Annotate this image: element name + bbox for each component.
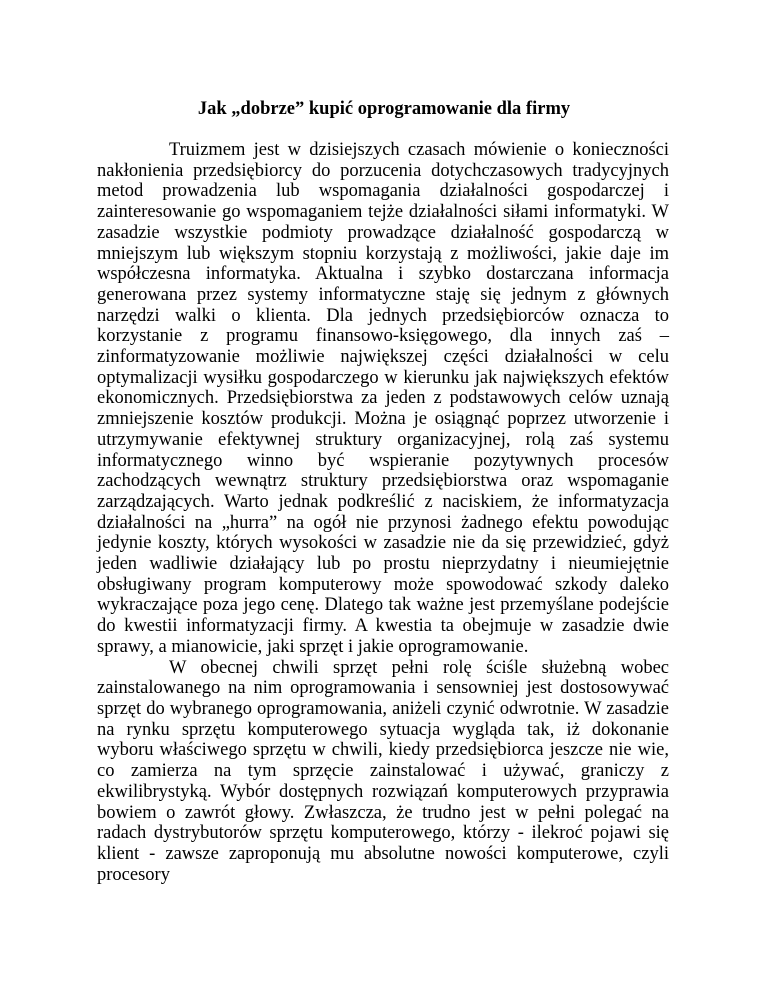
document-title: Jak „dobrze” kupić oprogramowanie dla firmy bbox=[197, 99, 571, 119]
paragraph-2: W obecnej chwili sprzęt pełni rolę ściśle służebną wobec zainstalowanego na nim oprogramowania i sensowniej jest dostosowywać sprzęt do wybranego oprogramowania, aniżeli czynić odwrotnie. W zasadzie na rynku sprzętu komputerowego sytuacja wygląda tak, iż dokonanie wyboru właściwego sprzętu w chwili, kiedy przedsiębiorca jeszcze nie wie, co zamierza na tym sprzęcie zainstalować i używać, graniczy z ekwilibrystyką. Wybór dostępnych rozwiązań komputerowych przyprawia bowiem o zawrót głowy. Zwłaszcza, że trudno jest w pełni polegać na radach dystrybutorów sprzętu komputerowego, którzy - ilekroć pojawi się klient - zawsze zaproponują mu absolutne nowości komputerowe, czyli procesory bbox=[97, 657, 669, 885]
document-body bbox=[97, 140, 669, 885]
paragraph-1: Truizmem jest w dzisiejszych czasach mówienie o konieczności nakłonienia przedsiębiorcy do porzucenia dotychczasowych tradycyjnych metod prowadzenia lub wspomagania działalności gospodarczej i zainteresowanie go wspomaganiem tejże działalności siłami informatyki. W zasadzie wszystkie podmioty prowadzące działalność gospodarczą w mniejszym lub większym stopniu korzystają z możliwości, jakie daje im współczesna informatyka. Aktualna i szybko dostarczana informacja generowana przez systemy informatyczne staję się jednym z głównych narzędzi walki o klienta. Dla jednych przedsiębiorców oznacza to korzystanie z programu finansowo-księgowego, dla innych zaś – zinformatyzowanie możliwie największej części działalności w celu optymalizacji wysiłku gospodarczego w kierunku jak największych efektów ekonomicznych. Przedsiębiorstwa za jeden z podstawowych celów uznają zmniejszenie kosztów produkcji. Można je osiągnąć poprzez utworzenie i utrzymywanie efektywnej struktury organizacyjnej, rolą zaś systemu informatycznego winno być wspieranie pozytywnych procesów zachodzących wewnątrz struktury przedsiębiorstwa oraz wspomaganie zarządzających. Warto jednak podkreślić z naciskiem, że informatyzacja działalności na „hurra” na ogół nie przynosi żadnego efektu powodując jedynie koszty, których wysokości w zasadzie nie da się przewidzieć, gdyż jeden wadliwie działający lub po prostu nieprzydatny i nieumiejętnie obsługiwany program komputerowy może spowodować szkody daleko wykraczające poza jego cenę. Dlatego tak ważne jest przemyślane podejście do kwestii informatyzacji firmy. A kwestia ta obejmuje w zasadzie dwie sprawy, a mianowicie, jaki sprzęt i jakie oprogramowanie. bbox=[97, 140, 669, 657]
